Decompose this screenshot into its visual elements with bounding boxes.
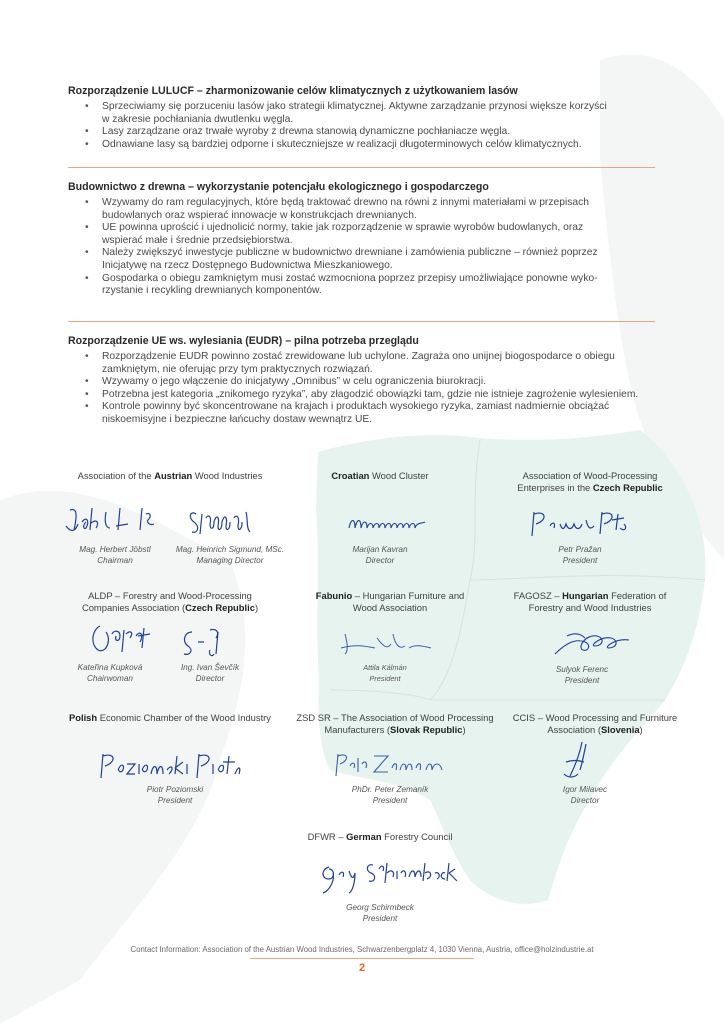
signature-sulyok bbox=[545, 624, 645, 664]
signer-kalman bbox=[325, 662, 445, 684]
signer-name: Petr Pražan bbox=[558, 545, 602, 554]
signer-schirmbeck bbox=[315, 902, 445, 924]
section-title: Rozporządzenie UE ws. wylesiania (EUDR) – pilna potrzeba przeglądu bbox=[68, 335, 419, 347]
signer-prazan bbox=[515, 544, 645, 566]
org-fagosz: FAGOSZ – Hungarian Federation of Forestry and Wood Industries bbox=[513, 590, 667, 613]
section-title: Rozporządzenie LULUCF – zharmonizowanie celów klimatycznych z użytkowaniem lasów bbox=[68, 85, 518, 97]
signer-name: Mag. Heinrich Sigmund, MSc. bbox=[175, 545, 285, 554]
signature-prazan bbox=[524, 506, 634, 542]
signer-role: President bbox=[157, 796, 193, 805]
signer-name: Kateřina Kupková bbox=[77, 663, 143, 672]
org-aldp: ALDP – Forestry and Wood-Processing Companies Association (Czech Republic) bbox=[81, 590, 259, 613]
org-zsd-sr: ZSD SR – The Association of Wood Processing Manufacturers (Slovak Republic) bbox=[296, 712, 494, 735]
bullet-item: • Odnawiane lasy są bardziej odporne i skuteczniejsze w realizacji długoterminowych celów klimatycznych. bbox=[68, 139, 658, 152]
signer-role: President bbox=[369, 674, 401, 683]
org-czech-wood-processing-enterprises: Association of Wood-Processing Enterprises in the Czech Republic bbox=[517, 470, 663, 493]
signer-sevcik bbox=[150, 662, 270, 684]
signer-sigmund bbox=[165, 544, 295, 566]
signature-sigmund bbox=[186, 504, 266, 540]
section-lulucf bbox=[68, 84, 658, 151]
footer-divider bbox=[250, 958, 474, 959]
section-wood-construction bbox=[68, 180, 658, 298]
signer-jobstl bbox=[50, 544, 180, 566]
signer-name: Sulyok Ferenc bbox=[555, 665, 609, 674]
signer-poziomski bbox=[110, 784, 240, 806]
signature-jobstl bbox=[62, 500, 172, 542]
signature-kupkova bbox=[86, 620, 166, 660]
signer-role: President bbox=[562, 556, 598, 565]
bullet-item: • Lasy zarządzane oraz trwałe wyroby z drewna stanowią dynamiczne pochłaniacze węgla. bbox=[68, 126, 658, 139]
signer-name: Marijan Kavran bbox=[352, 545, 408, 554]
signature-milavec bbox=[552, 738, 602, 782]
org-polish-economic-chamber: Polish Economic Chamber of the Wood Industry bbox=[68, 712, 271, 723]
signer-name: Mag. Herbert Jöbstl bbox=[79, 545, 151, 554]
org-ccis-slovenia: CCIS – Wood Processing and Furniture Association (Slovenia) bbox=[512, 712, 678, 735]
page-number: 2 bbox=[358, 962, 366, 974]
org-croatian-wood-cluster: Croatian Wood Cluster bbox=[331, 470, 429, 481]
contact-information: Contact Information: Association of the Austrian Wood Industries, Schwarzenbergplatz 4, 1030 Vienna, Austria, office@holzindustrie.at bbox=[130, 945, 594, 954]
signer-role: Director bbox=[570, 796, 600, 805]
signer-name: Piotr Poziomski bbox=[146, 785, 204, 794]
bullet-item: • Kontrole powinny być skoncentrowane na krajach i produktach wysokiego ryzyka, zamiast nadmiernie obciążać niskoemisyjne i bezpieczne łańcuchy dostaw wewnątrz UE. bbox=[68, 401, 658, 426]
section-eudr bbox=[68, 334, 658, 427]
signer-role: Director bbox=[195, 674, 225, 683]
signer-kavran bbox=[315, 544, 445, 566]
signature-kalman bbox=[335, 624, 435, 660]
section-divider bbox=[68, 167, 655, 168]
org-fabunio: Fabunio – Hungarian Furniture and Wood Association bbox=[315, 590, 465, 613]
signer-role: Chairman bbox=[97, 556, 133, 565]
signer-role: President bbox=[372, 796, 408, 805]
bullet-list bbox=[68, 101, 658, 151]
org-austrian-wood-industries: Association of the Austrian Wood Industries bbox=[77, 470, 263, 481]
signer-role: President bbox=[564, 676, 600, 685]
signer-name: Georg Schirmbeck bbox=[346, 903, 414, 912]
signer-role: Managing Director bbox=[196, 556, 264, 565]
bullet-item: • UE powinna uprościć i ujednolicić normy, takie jak rozporządzenie w sprawie wyrobów budowlanych, oraz wspierać małe i średnie przedsiębiorstwa. bbox=[68, 222, 658, 247]
section-divider bbox=[68, 321, 655, 322]
signer-name: PhDr. Peter Zemaník bbox=[351, 785, 429, 794]
bullet-list bbox=[68, 351, 658, 427]
bullet-item: • Wzywamy do ram regulacyjnych, które będą traktować drewno na równi z innymi materiałami w przepisach budowlanych oraz wspierać innowacje w konstrukcjach drewnianych. bbox=[68, 197, 658, 222]
bullet-item: • Wzywamy o jego włączenie do inicjatywy „Omnibus” w celu ograniczenia biurokracji. bbox=[68, 376, 658, 389]
signer-milavec bbox=[525, 784, 645, 806]
bullet-item: • Sprzeciwiamy się porzuceniu lasów jako strategii klimatycznej. Aktywne zarządzanie przynosi większe korzyści w zakresie pochłaniania dwutlenku węgla. bbox=[68, 101, 658, 126]
signer-role: Chairwoman bbox=[87, 674, 133, 683]
signer-name: Attila Kálmán bbox=[363, 663, 407, 672]
signature-kavran bbox=[345, 508, 435, 538]
signer-role: Director bbox=[365, 556, 395, 565]
signature-sevcik bbox=[178, 624, 248, 660]
signer-sulyok bbox=[522, 664, 642, 686]
org-dfwr: DFWR – German Forestry Council bbox=[307, 831, 453, 842]
signer-role: President bbox=[362, 914, 398, 923]
bullet-item: • Rozporządzenie EUDR powinno zostać zrewidowane lub uchylone. Zagraża ono unijnej biogospodarce o obiegu zamkniętym, nie oferując przy tym praktycznych rozwiązań. bbox=[68, 351, 658, 376]
section-title: Budownictwo z drewna – wykorzystanie potencjału ekologicznego i gospodarczego bbox=[68, 181, 489, 193]
signature-schirmbeck bbox=[315, 855, 465, 899]
signer-name: Igor Milavec bbox=[562, 785, 608, 794]
signer-name: Ing. Ivan Ševčík bbox=[180, 663, 240, 672]
signature-poziomski bbox=[95, 748, 245, 784]
signature-zemanik bbox=[330, 748, 450, 782]
signer-zemanik bbox=[325, 784, 455, 806]
bullet-list bbox=[68, 197, 658, 298]
bullet-item: • Należy zwiększyć inwestycje publiczne w budownictwo drewniane i zamówienia publiczne – również poprzez Inicjatywę na rzecz Dostępnego Budownictwa Mieszkaniowego. bbox=[68, 247, 658, 272]
bullet-item: • Gospodarka o obiegu zamkniętym musi zostać wzmocniona poprzez przepisy umożliwiające ponowne wyko- rzystanie i recykling drewnianych komponentów. bbox=[68, 273, 658, 298]
bullet-item: • Potrzebna jest kategoria „znikomego ryzyka”, aby złagodzić obowiązki tam, gdzie nie istnieje zagrożenie wylesieniem. bbox=[68, 389, 658, 402]
